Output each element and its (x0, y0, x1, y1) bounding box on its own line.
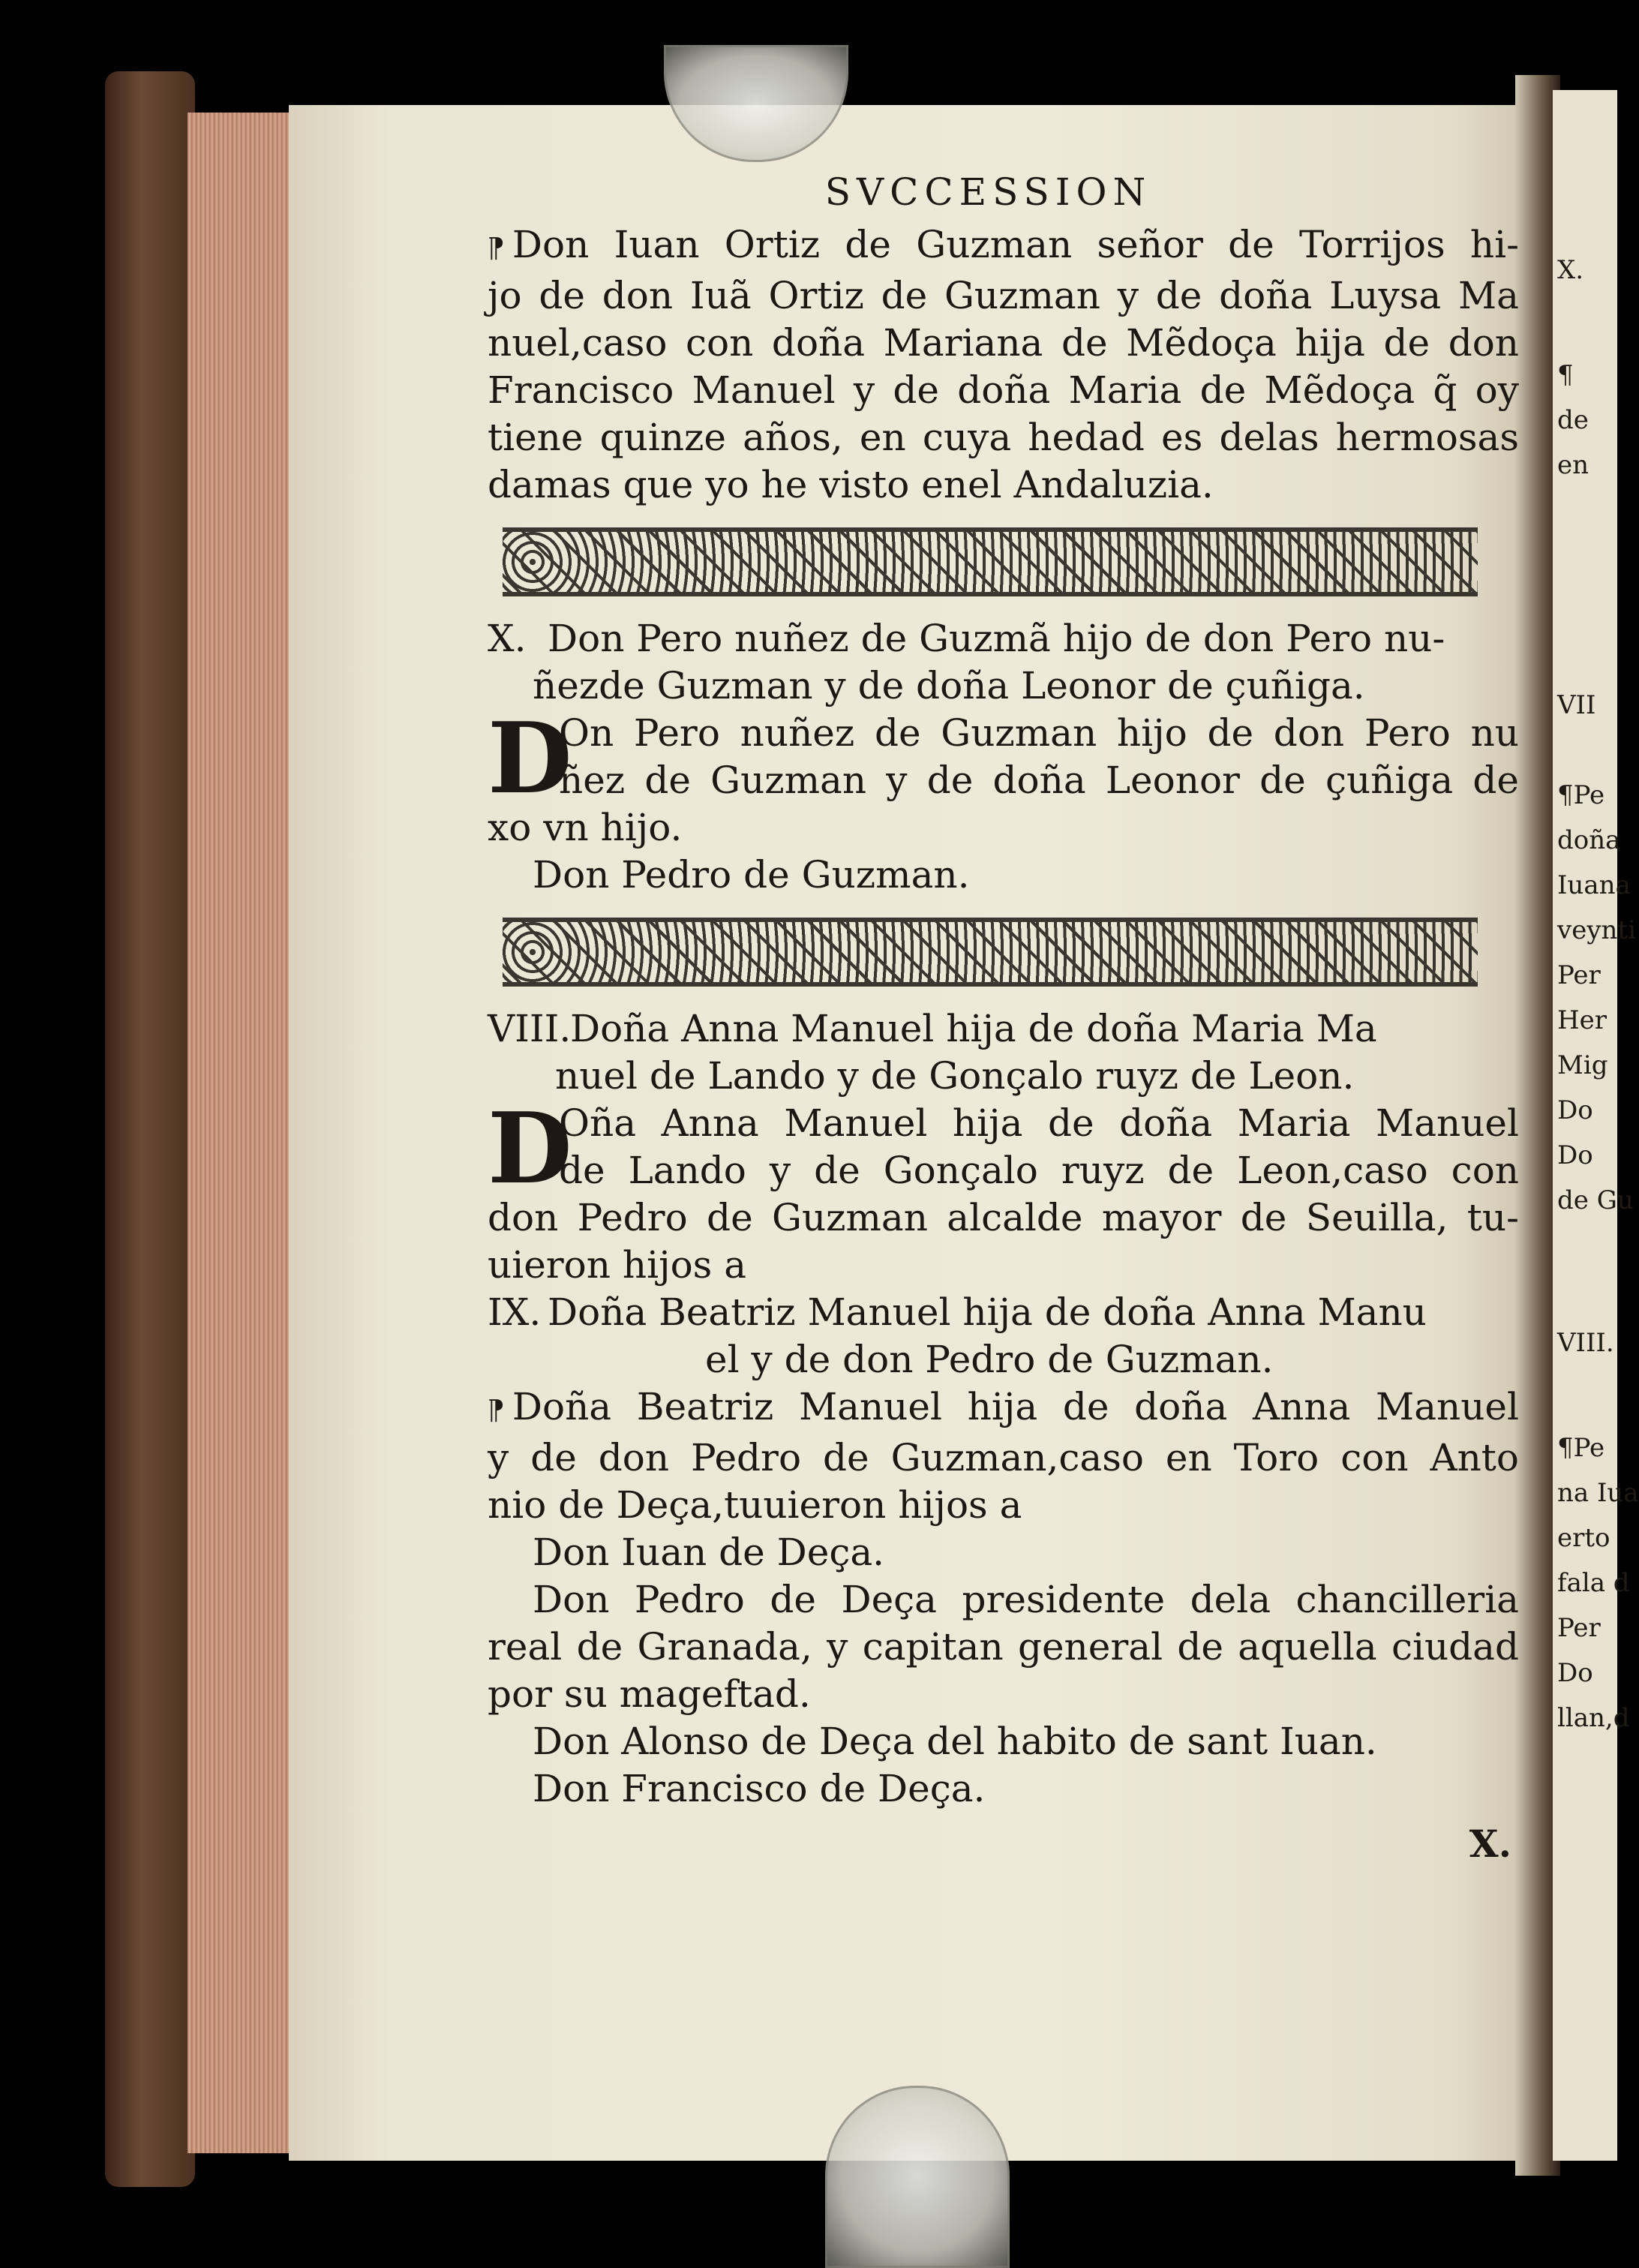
text-line: xo vn hijo. (488, 806, 683, 849)
child-name: Don Pedro de Guzman. (533, 853, 970, 897)
pilcrow-icon: ⁋ (488, 1395, 505, 1426)
right-fragment: fala d (1557, 1568, 1630, 1598)
section-heading (488, 1005, 1519, 1053)
heading-text: Don Pero nuñez de Guzmã hijo de don Pero nu- (548, 617, 1445, 660)
ornamental-band (503, 918, 1478, 987)
right-fragment: Do (1557, 1140, 1593, 1170)
text-line: damas que yo he visto enel Andaluzia. (488, 463, 1214, 506)
right-fragment: llan,d (1557, 1703, 1630, 1733)
text-line (488, 1383, 1519, 1434)
right-fragment: erto (1557, 1523, 1610, 1553)
section-x (488, 615, 1519, 899)
text-line: don Pedro de Guzman alcalde mayor de Seuilla, tu- (488, 1196, 1519, 1239)
right-fragment: de (1557, 405, 1589, 435)
right-fragment: Iuana (1557, 870, 1631, 900)
right-page-fragment (1553, 90, 1639, 2161)
section-heading: nuel de Lando y de Gonçalo ruyz de Leon. (555, 1054, 1355, 1098)
text-line (488, 221, 1519, 272)
right-fragment: X. (1557, 255, 1584, 285)
right-fragment: de Gu (1557, 1185, 1634, 1215)
drop-cap-paragraph (488, 1091, 1519, 1206)
section-ix (488, 1289, 1519, 1813)
child-name: Don Iuan de Deça. (533, 1531, 885, 1574)
right-fragment: Her (1557, 1005, 1607, 1035)
generation-number: IX. (488, 1290, 542, 1334)
drop-cap: D (488, 1091, 572, 1206)
page-text (488, 169, 1519, 1867)
right-fragment: veynti (1557, 915, 1636, 945)
drop-cap: D (488, 701, 572, 816)
right-fragment: Mig (1557, 1050, 1608, 1080)
text-line: jo de don Iuã Ortiz de Guzman y de doña Luysa Ma (488, 274, 1519, 317)
right-fragment: ¶Pe (1557, 780, 1605, 810)
right-fragment: ¶ (1557, 360, 1574, 390)
right-fragment: VIII. (1557, 1328, 1614, 1358)
text-line: y de don Pedro de Guzman,caso en Toro con Anto (488, 1436, 1519, 1479)
heading-text: Doña Beatriz Manuel hija de doña Anna Manu (548, 1290, 1427, 1334)
right-fragment: en (1557, 450, 1589, 480)
right-fragment: VII (1557, 690, 1596, 720)
running-head: SVCCESSION (824, 170, 1152, 214)
child-name: Don Francisco de Deça. (533, 1767, 986, 1810)
text-line: ñez de Guzman y de doña Leonor de çuñiga de (559, 759, 1519, 802)
book-cover-left (105, 71, 195, 2187)
text-line: On Pero nuñez de Guzman hijo de don Pero nu (559, 711, 1519, 755)
page-edges (188, 113, 293, 2153)
text-line: nio de Deça,tuuieron hijos a (488, 1483, 1022, 1527)
line-text: Don Iuan Ortiz de Guzman señor de Torrijos hi- (512, 223, 1519, 266)
pilcrow-icon: ⁋ (488, 233, 505, 264)
right-fragment: Per (1557, 960, 1601, 990)
section-heading (488, 1289, 1519, 1336)
text-line: uieron hijos a (488, 1243, 747, 1287)
text-line: por su mageftad. (488, 1672, 811, 1716)
text-line: nuel,caso con doña Mariana de Mẽdoça hija de don (488, 321, 1519, 365)
section-heading: ñezde Guzman y de doña Leonor de çuñiga. (533, 664, 1365, 707)
section-heading: el y de don Pedro de Guzman. (705, 1338, 1274, 1381)
drop-cap-paragraph (488, 701, 1519, 816)
generation-number: VIII. (488, 1007, 572, 1050)
child-name: Don Pedro de Deça presidente dela chancilleria (533, 1578, 1519, 1621)
line-text: Doña Beatriz Manuel hija de doña Anna Manuel (512, 1385, 1519, 1428)
heading-text: Doña Anna Manuel hija de doña Maria Ma (570, 1007, 1377, 1050)
catchword: X. (1469, 1822, 1511, 1866)
text-line: real de Granada, y capitan general de aquella ciudad (488, 1625, 1519, 1669)
right-fragment: Do (1557, 1095, 1593, 1125)
right-fragment: ¶Pe (1557, 1433, 1605, 1463)
section-viii (488, 1005, 1519, 1289)
right-fragment: na Iua (1557, 1478, 1639, 1508)
text-line: Francisco Manuel y de doña Maria de Mẽdoça q̃ oy (488, 368, 1519, 412)
section-heading (488, 615, 1519, 662)
right-fragment: Do (1557, 1658, 1593, 1688)
right-fragment: Per (1557, 1613, 1601, 1643)
text-line: de Lando y de Gonçalo ruyz de Leon,caso con (559, 1149, 1519, 1192)
generation-number: X. (488, 617, 527, 660)
text-line: tiene quinze años, en cuya hedad es delas hermosas (488, 416, 1519, 459)
text-line: Oña Anna Manuel hija de doña Maria Manuel (559, 1101, 1519, 1145)
page-clip-bottom (825, 2086, 1010, 2268)
entry-juan-ortiz (488, 221, 1519, 509)
ornamental-band (503, 527, 1478, 596)
right-fragment: doña (1557, 825, 1621, 855)
child-name: Don Alonso de Deça del habito de sant Iuan. (533, 1720, 1377, 1763)
